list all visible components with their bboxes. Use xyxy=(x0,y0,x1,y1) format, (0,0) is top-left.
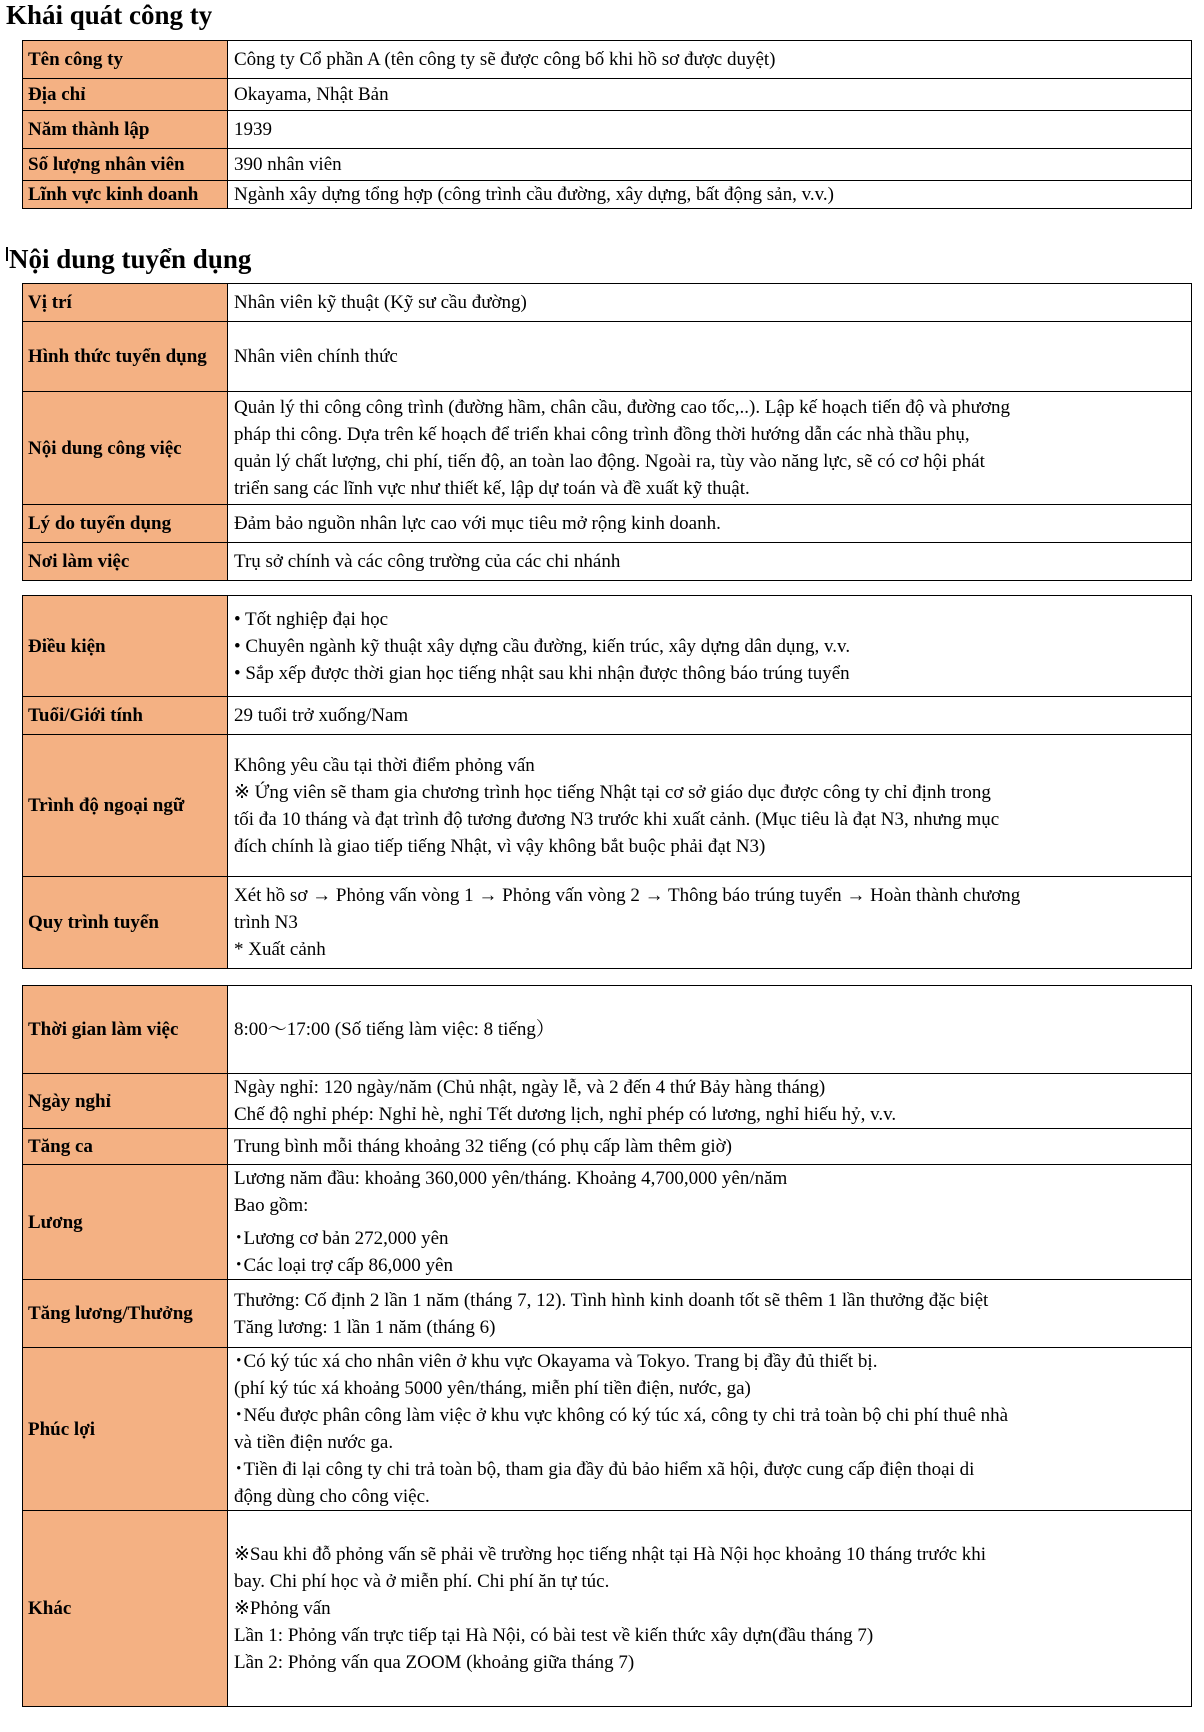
row-label: Hình thức tuyển dụng xyxy=(23,322,228,392)
value-line: • Tốt nghiệp đại học xyxy=(234,608,389,630)
value-line: ･Nếu được phân công làm việc ở khu vực không có ký túc xá, công ty chi trả toàn bộ chi phí thuê nhà xyxy=(234,1405,1009,1426)
value-line: Công ty Cổ phần A (tên công ty sẽ được công bố khi hồ sơ được duyệt) xyxy=(234,49,776,70)
value-line: ･Lương cơ bản 272,000 yên xyxy=(234,1228,449,1249)
row-label: Quy trình tuyển xyxy=(23,877,228,969)
row-value xyxy=(228,735,1192,877)
row-value xyxy=(228,41,1192,79)
value-line: 8:00～17:00 (Số tiếng làm việc: 8 tiếng） xyxy=(234,1019,555,1040)
row-label: Lý do tuyển dụng xyxy=(23,505,228,543)
recruit-table-3 xyxy=(22,985,1192,1707)
value-line: pháp thi công. Dựa trên kế hoạch để triển khai công trình đồng thời hướng dẫn các nhà thầu phụ, xyxy=(234,424,970,445)
value-line: ※ Ứng viên sẽ tham gia chương trình học tiếng Nhật tại cơ sở giáo dục được công ty chỉ định trong xyxy=(234,781,991,803)
row-label: Khác xyxy=(23,1511,228,1707)
value-line: Chế độ nghỉ phép: Nghỉ hè, nghỉ Tết dương lịch, nghỉ phép có lương, nghỉ hiếu hỷ, v.v. xyxy=(234,1104,897,1125)
recruit-section-title xyxy=(6,244,251,274)
row-value xyxy=(228,322,1192,392)
table-row xyxy=(23,735,1192,877)
value-line: ※Sau khi đỗ phỏng vấn sẽ phải về trường học tiếng nhật tại Hà Nội học khoảng 10 tháng trước khi xyxy=(234,1544,987,1565)
row-value xyxy=(228,1348,1192,1511)
row-label: Ngày nghỉ xyxy=(23,1074,228,1129)
row-value xyxy=(228,877,1192,969)
value-line: tối đa 10 tháng và đạt trình độ tương đương N3 trước khi xuất cảnh. (Mục tiêu là đạt N3, nhưng mục xyxy=(234,808,1000,830)
value-line: 390 nhân viên xyxy=(234,154,342,175)
row-value xyxy=(228,505,1192,543)
table-row xyxy=(23,1280,1192,1348)
row-label: Phúc lợi xyxy=(23,1348,228,1511)
table-row xyxy=(23,322,1192,392)
value-line: trình N3 xyxy=(234,912,298,933)
value-line: Ngành xây dựng tổng hợp (công trình cầu đường, xây dựng, bất động sản, v.v.) xyxy=(234,184,834,205)
recruit-table-1 xyxy=(22,283,1192,581)
value-line: Okayama, Nhật Bản xyxy=(234,84,389,105)
row-label: Nội dung công việc xyxy=(23,392,228,505)
value-line: Nhân viên kỹ thuật (Kỹ sư cầu đường) xyxy=(234,292,527,313)
row-label: Nơi làm việc xyxy=(23,543,228,581)
table-row xyxy=(23,79,1192,111)
value-line: động dùng cho công việc. xyxy=(234,1486,430,1507)
row-label: Tăng lương/Thưởng xyxy=(23,1280,228,1348)
value-line: Bao gồm: xyxy=(234,1195,309,1216)
table-row xyxy=(23,1348,1192,1511)
table-row xyxy=(23,284,1192,322)
value-line: Không yêu cầu tại thời điểm phỏng vấn xyxy=(234,754,535,776)
value-line: Lần 2: Phỏng vấn qua ZOOM (khoảng giữa tháng 7) xyxy=(234,1652,635,1673)
recruit-table-2 xyxy=(22,595,1192,969)
row-label: Điều kiện xyxy=(23,596,228,697)
value-line: Nhân viên chính thức xyxy=(234,346,398,367)
row-value xyxy=(228,149,1192,181)
table-row xyxy=(23,392,1192,505)
value-line: Lương năm đầu: khoảng 360,000 yên/tháng. Khoảng 4,700,000 yên/năm xyxy=(234,1168,788,1189)
value-line: ･Có ký túc xá cho nhân viên ở khu vực Okayama và Tokyo. Trang bị đầy đủ thiết bị. xyxy=(234,1351,878,1372)
value-line: Trung bình mỗi tháng khoảng 32 tiếng (có phụ cấp làm thêm giờ) xyxy=(234,1136,732,1157)
table-row xyxy=(23,986,1192,1074)
title-marker xyxy=(6,247,8,261)
table-row xyxy=(23,697,1192,735)
row-value xyxy=(228,79,1192,111)
value-line: ※Phỏng vấn xyxy=(234,1598,331,1619)
table-row xyxy=(23,111,1192,149)
table-row xyxy=(23,181,1192,209)
row-value xyxy=(228,1280,1192,1348)
value-line: 1939 xyxy=(234,119,272,140)
row-label: Lương xyxy=(23,1165,228,1280)
row-value xyxy=(228,986,1192,1074)
row-value xyxy=(228,284,1192,322)
value-line: Ngày nghỉ: 120 ngày/năm (Chủ nhật, ngày lễ, và 2 đến 4 thứ Bảy hàng tháng) xyxy=(234,1077,826,1098)
value-line: bay. Chi phí học và ở miễn phí. Chi phí ăn tự túc. xyxy=(234,1571,610,1592)
row-label: Năm thành lập xyxy=(23,111,228,149)
recruit-title-text: Nội dung tuyển dụng xyxy=(9,244,252,274)
value-line: • Chuyên ngành kỹ thuật xây dựng cầu đường, kiến trúc, xây dựng dân dụng, v.v. xyxy=(234,635,851,657)
value-line: (phí ký túc xá khoảng 5000 yên/tháng, miễn phí tiền điện, nước, ga) xyxy=(234,1378,751,1399)
table-row xyxy=(23,149,1192,181)
row-label: Lĩnh vực kinh doanh xyxy=(23,181,228,209)
value-line: ･Tiền đi lại công ty chi trả toàn bộ, tham gia đầy đủ bảo hiểm xã hội, được cung cấp điện thoại di xyxy=(234,1459,975,1480)
row-value xyxy=(228,181,1192,209)
row-value xyxy=(228,111,1192,149)
row-label: Địa chỉ xyxy=(23,79,228,111)
row-label: Thời gian làm việc xyxy=(23,986,228,1074)
table-row xyxy=(23,505,1192,543)
value-line: Trụ sở chính và các công trường của các chi nhánh xyxy=(234,551,621,572)
row-label: Tên công ty xyxy=(23,41,228,79)
value-line: • Sắp xếp được thời gian học tiếng nhật sau khi nhận được thông báo trúng tuyển xyxy=(234,662,850,684)
table-row xyxy=(23,543,1192,581)
table-row xyxy=(23,877,1192,969)
table-row xyxy=(23,41,1192,79)
company-section-title: Khái quát công ty xyxy=(6,0,213,30)
table-row xyxy=(23,596,1192,697)
value-line: Thưởng: Cố định 2 lần 1 năm (tháng 7, 12). Tình hình kinh doanh tốt sẽ thêm 1 lần thưởng đặc biệt xyxy=(234,1289,989,1311)
row-label: Trình độ ngoại ngữ xyxy=(23,735,228,877)
value-line: triển sang các lĩnh vực như thiết kế, lập dự toán và đề xuất kỹ thuật. xyxy=(234,478,750,499)
table-row xyxy=(23,1074,1192,1129)
value-line: Đảm bảo nguồn nhân lực cao với mục tiêu mở rộng kinh doanh. xyxy=(234,513,721,534)
table-row xyxy=(23,1129,1192,1165)
value-line: 29 tuổi trở xuống/Nam xyxy=(234,705,409,726)
value-line: ･Các loại trợ cấp 86,000 yên xyxy=(234,1255,453,1276)
value-line: và tiền điện nước ga. xyxy=(234,1432,394,1453)
value-line: Tăng lương: 1 lần 1 năm (tháng 6) xyxy=(234,1316,496,1338)
row-value xyxy=(228,1511,1192,1707)
value-line: quản lý chất lượng, chi phí, tiến độ, an toàn lao động. Ngoài ra, tùy vào năng lực, sẽ có cơ hội phát xyxy=(234,451,985,472)
row-value xyxy=(228,697,1192,735)
row-value xyxy=(228,1074,1192,1129)
row-value xyxy=(228,392,1192,505)
table-row xyxy=(23,1165,1192,1280)
row-value xyxy=(228,543,1192,581)
value-line: Xét hồ sơ → Phỏng vấn vòng 1 → Phỏng vấn vòng 2 → Thông báo trúng tuyển → Hoàn thành chương xyxy=(234,885,1021,906)
row-label: Tăng ca xyxy=(23,1129,228,1165)
company-table xyxy=(22,40,1192,209)
value-line: đích chính là giao tiếp tiếng Nhật, vì vậy không bắt buộc phải đạt N3) xyxy=(234,835,766,857)
row-value xyxy=(228,596,1192,697)
row-value xyxy=(228,1165,1192,1280)
value-line: Lần 1: Phỏng vấn trực tiếp tại Hà Nội, có bài test về kiến thức xây dựn(đầu tháng 7) xyxy=(234,1625,874,1646)
value-line: * Xuất cảnh xyxy=(234,939,326,960)
row-value xyxy=(228,1129,1192,1165)
row-label: Vị trí xyxy=(23,284,228,322)
row-label: Tuổi/Giới tính xyxy=(23,697,228,735)
value-line: Quản lý thi công công trình (đường hầm, chân cầu, đường cao tốc,..). Lập kế hoạch tiến độ và phương xyxy=(234,397,1010,418)
table-row xyxy=(23,1511,1192,1707)
row-label: Số lượng nhân viên xyxy=(23,149,228,181)
